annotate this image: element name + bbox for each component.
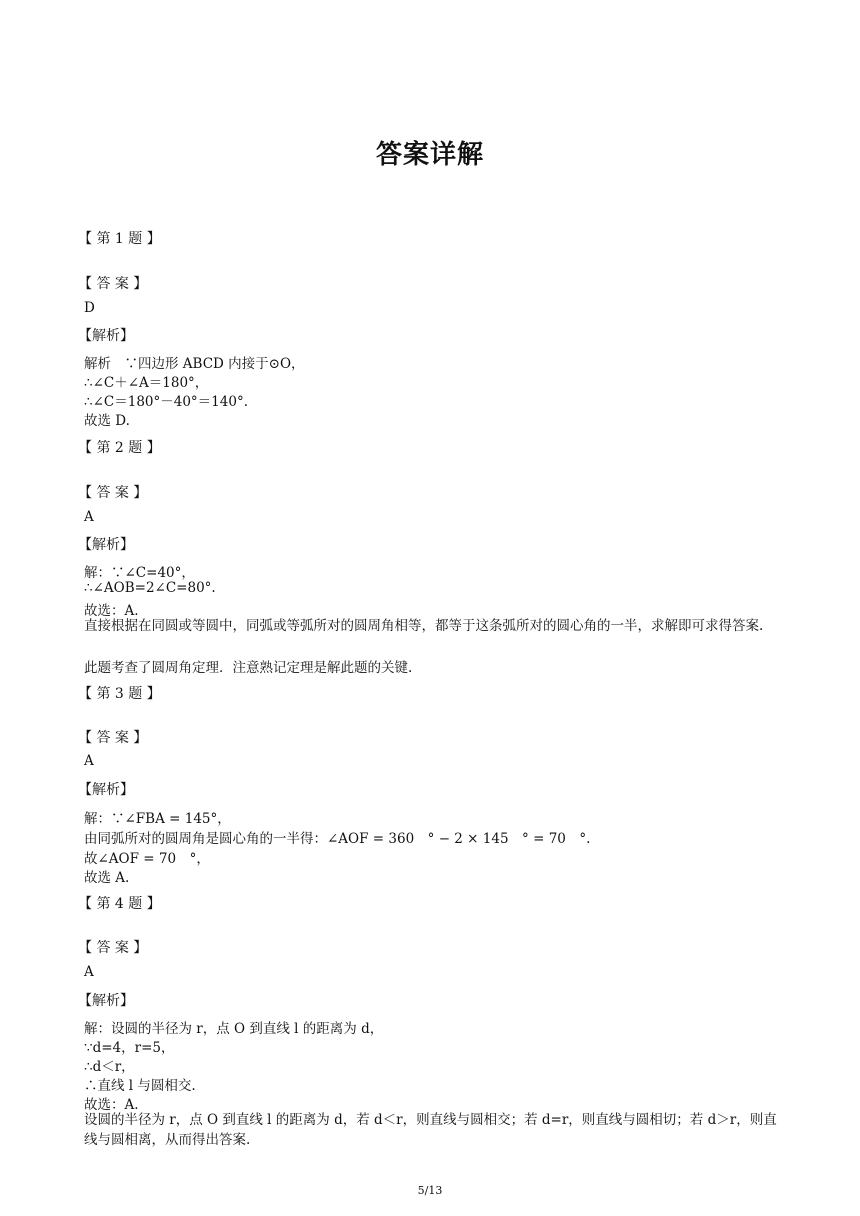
q4-line: 解：设圆的半径为 r，点 O 到直线 l 的距离为 d， bbox=[84, 1021, 384, 1037]
q3-line: 解：∵∠FBA = 145°， bbox=[84, 811, 231, 827]
q2-header: 【 第 2 题 】 bbox=[78, 440, 161, 456]
q2-answer: A bbox=[84, 509, 94, 525]
q3-line: 由同弧所对的圆周角是圆心角的一半得：∠AOF = 360 ° − 2 × 145 ° = 70 °. bbox=[84, 831, 591, 847]
q1-line: 解析 ∵四边形 ABCD 内接于⊙O， bbox=[84, 356, 305, 372]
q1-answer-label: 【 答 案 】 bbox=[78, 276, 148, 292]
q1-line: ∴∠C＋∠A＝180°， bbox=[84, 375, 209, 391]
q4-line: ∴d＜r， bbox=[84, 1059, 135, 1075]
q1-line: 故选 D. bbox=[84, 413, 130, 429]
q2-line: ∴∠AOB=2∠C=80°. bbox=[84, 580, 216, 596]
q3-answer: A bbox=[84, 753, 94, 769]
q3-line: 故∠AOF = 70 °， bbox=[84, 851, 210, 867]
q1-header: 【 第 1 题 】 bbox=[78, 231, 161, 247]
q3-answer-label: 【 答 案 】 bbox=[78, 730, 148, 746]
page-number: 5/13 bbox=[417, 1184, 443, 1197]
q2-line: 此题考查了圆周角定理．注意熟记定理是解此题的关键. bbox=[84, 660, 413, 676]
q2-line: 解：∵∠C=40°， bbox=[84, 565, 195, 581]
q1-answer: D bbox=[84, 300, 95, 316]
page-title: 答案详解 bbox=[375, 140, 484, 170]
q3-header: 【 第 3 题 】 bbox=[78, 686, 161, 702]
q1-line: ∴∠C＝180°－40°＝140°. bbox=[84, 394, 248, 410]
q2-analysis-label: 【解析】 bbox=[78, 537, 134, 553]
q1-analysis-label: 【解析】 bbox=[78, 328, 134, 344]
q4-line: ∴直线 l 与圆相交. bbox=[84, 1078, 196, 1094]
q3-line: 故选 A. bbox=[84, 870, 130, 886]
q2-answer-label: 【 答 案 】 bbox=[78, 485, 148, 501]
q2-line: 故选：A. bbox=[84, 603, 139, 619]
q2-line: 直接根据在同圆或等圆中，同弧或等弧所对的圆周角相等，都等于这条弧所对的圆心角的一半，求解即可求得答案. bbox=[84, 618, 764, 634]
q4-answer-label: 【 答 案 】 bbox=[78, 940, 148, 956]
q3-analysis-label: 【解析】 bbox=[78, 782, 134, 798]
q4-header: 【 第 4 题 】 bbox=[78, 896, 161, 912]
q4-answer: A bbox=[84, 964, 94, 980]
q4-line: 故选：A. bbox=[84, 1097, 139, 1113]
q4-line: ∵d=4，r=5， bbox=[84, 1040, 175, 1056]
q4-analysis-label: 【解析】 bbox=[78, 993, 134, 1009]
q4-line: 设圆的半径为 r，点 O 到直线 l 的距离为 d，若 d＜r，则直线与圆相交；若 d=r，则直线与圆相切；若 d＞r，则直线与圆相离，从而得出答案. bbox=[84, 1112, 777, 1148]
